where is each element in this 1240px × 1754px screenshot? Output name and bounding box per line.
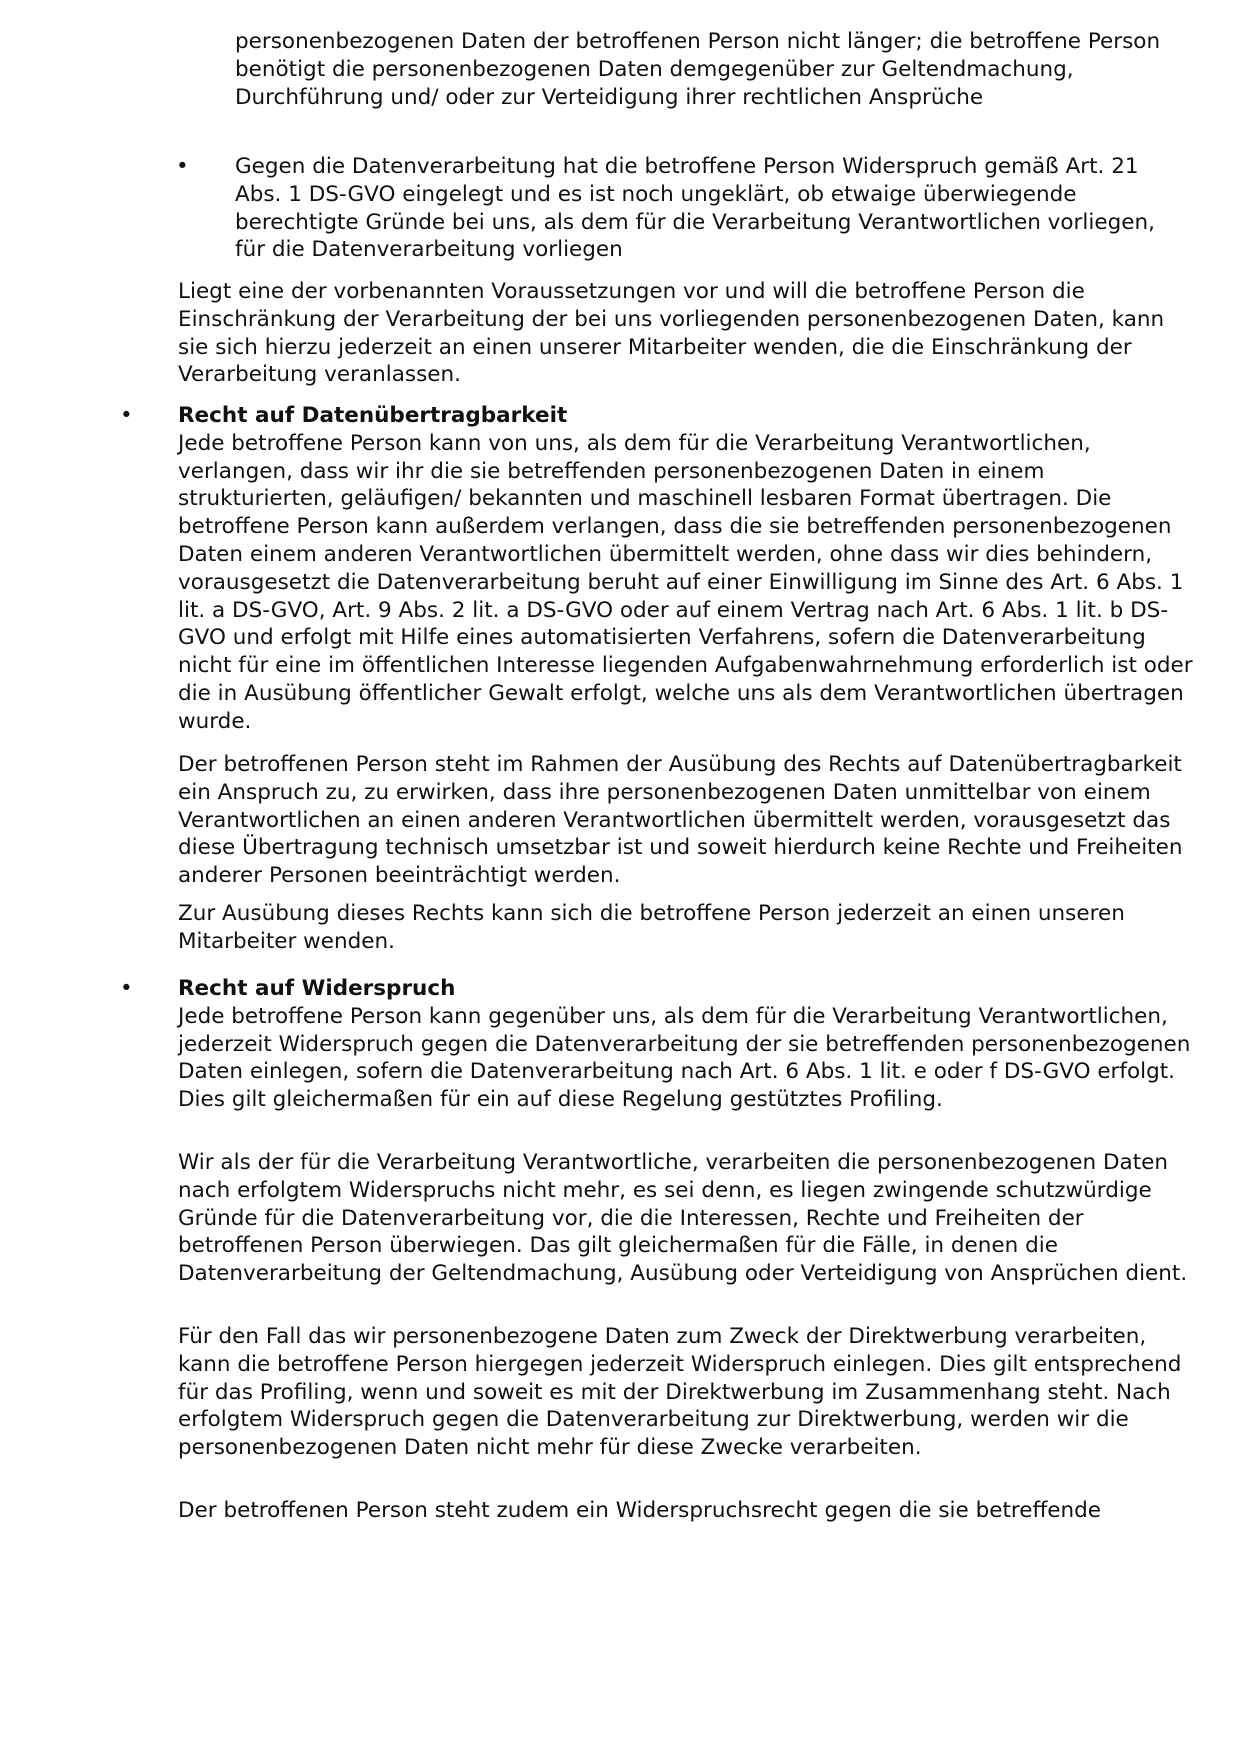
section-bullet-widerspruch: • xyxy=(120,976,133,1001)
inner-list-bullet: • xyxy=(176,154,189,179)
section-bullet-datenuebertragbarkeit: • xyxy=(120,403,133,428)
widerspruch-paragraph-4: Der betroffenen Person steht zudem ein Widerspruchsrecht gegen die sie betreffende xyxy=(178,1498,1102,1523)
widerspruch-paragraph-3: Für den Fall das wir personenbezogene Daten zum Zweck der Direktwerbung verarbeiten, kann die betroffene Person hiergegen jederzeit Widerspruch einlegen. Dies gilt entsprechend für das Profiling, wenn und soweit es mit der Direktwerbung im Zusammenhang steht. Nach erfolgtem Widerspruch gegen die Datenverarbeitung zur Direktwerbung, werden wir die personenbezogenen Daten nicht mehr für diese Zwecke verarbeiten. xyxy=(178,1324,1182,1461)
inner-list-continuation: personenbezogenen Daten der betroffenen Person nicht länger; die betroffene Person benötigt die personenbezogenen Daten demgegenüber zur Geltendmachung, Durchführung und/ oder zur Verteidigung ihrer rechtlichen Ansprüche xyxy=(235,29,1161,110)
widerspruch-paragraph-2: Wir als der für die Verarbeitung Verantwortliche, verarbeiten die personenbezogenen Daten nach erfolgtem Widerspruchs nicht mehr, es sei denn, es liegen zwingende schutzwürdige Gründe für die Datenverarbeitung vor, die die Interessen, Rechte und Freiheiten der betroffenen Person überwiegen. Das gilt gleichermaßen für die Fälle, in denen die Datenverarbeitung der Geltendmachung, Ausübung oder Verteidigung von Ansprüchen dient. xyxy=(178,1150,1188,1287)
section-widerspruch xyxy=(178,975,1193,1114)
datenuebertragbarkeit-paragraph-3: Zur Ausübung dieses Rechts kann sich die betroffene Person jederzeit an einen unseren Mitarbeiter wenden. xyxy=(178,901,1125,954)
datenuebertragbarkeit-paragraph-1: Jede betroffene Person kann von uns, als dem für die Verarbeitung Verantwortlichen, verlangen, dass wir ihr die sie betreffenden personenbezogenen Daten in einem strukturierten, geläufigen/ bekannten und maschinell lesbaren Format übertragen. Die betroffene Person kann außerdem verlangen, dass die sie betreffenden personenbezogenen Daten einem anderen Verantwortlichen übermittelt werden, ohne dass wir dies behindern, vorausgesetzt die Datenverarbeitung beruht auf einer Einwilligung im Sinne des Art. 6 Abs. 1 lit. a DS-GVO, Art. 9 Abs. 2 lit. a DS-GVO oder auf einem Vertrag nach Art. 6 Abs. 1 lit. b DS-GVO und erfolgt mit Hilfe eines automatisierten Verfahrens, sofern die Datenverarbeitung nicht für eine im öffentlichen Interesse liegenden Aufgabenwahrnehmung erforderlich ist oder die in Ausübung öffentlicher Gewalt erfolgt, welche uns als dem Verantwortlichen übertragen wurde. xyxy=(178,430,1193,734)
section-heading-datenuebertragbarkeit: Recht auf Datenübertragbarkeit xyxy=(178,403,568,428)
section-heading-widerspruch: Recht auf Widerspruch xyxy=(178,976,456,1001)
datenuebertragbarkeit-paragraph-2: Der betroffenen Person steht im Rahmen der Ausübung des Rechts auf Datenübertragbarkeit ein Anspruch zu, zu erwirken, dass ihre personenbezogenen Daten unmittelbar von einem Verantwortlichen an einen anderen Verantwortlichen übermittelt werden, vorausgesetzt das diese Übertragung technisch umsetzbar ist und soweit hierdurch keine Rechte und Freiheiten anderer Personen beeinträchtigt werden. xyxy=(178,752,1183,889)
inner-list-item-widerspruch: Gegen die Datenverarbeitung hat die betroffene Person Widerspruch gemäß Art. 21 Abs. 1 DS-GVO eingelegt und es ist noch ungeklärt, ob etwaige überwiegende berechtigte Gründe bei uns, als dem für die Verarbeitung Verantwortlichen vorliegen, für die Datenverarbeitung vorliegen xyxy=(235,154,1155,263)
widerspruch-paragraph-1: Jede betroffene Person kann gegenüber uns, als dem für die Verarbeitung Verantwortlichen, jederzeit Widerspruch gegen die Datenverarbeitung der sie betreffenden personenbezogenen Daten einlegen, sofern die Datenverarbeitung nach Art. 6 Abs. 1 lit. e oder f DS-GVO erfolgt. Dies gilt gleichermaßen für ein auf diese Regelung gestütztes Profiling. xyxy=(178,1003,1191,1113)
section-datenuebertragbarkeit xyxy=(178,402,1193,736)
einschraenkung-closing-paragraph: Liegt eine der vorbenannten Voraussetzungen vor und will die betroffene Person die Einschränkung der Verarbeitung der bei uns vorliegenden personenbezogenen Daten, kann sie sich hierzu jederzeit an einen unserer Mitarbeiter wenden, die die Einschränkung der Verarbeitung veranlassen. xyxy=(178,279,1165,388)
